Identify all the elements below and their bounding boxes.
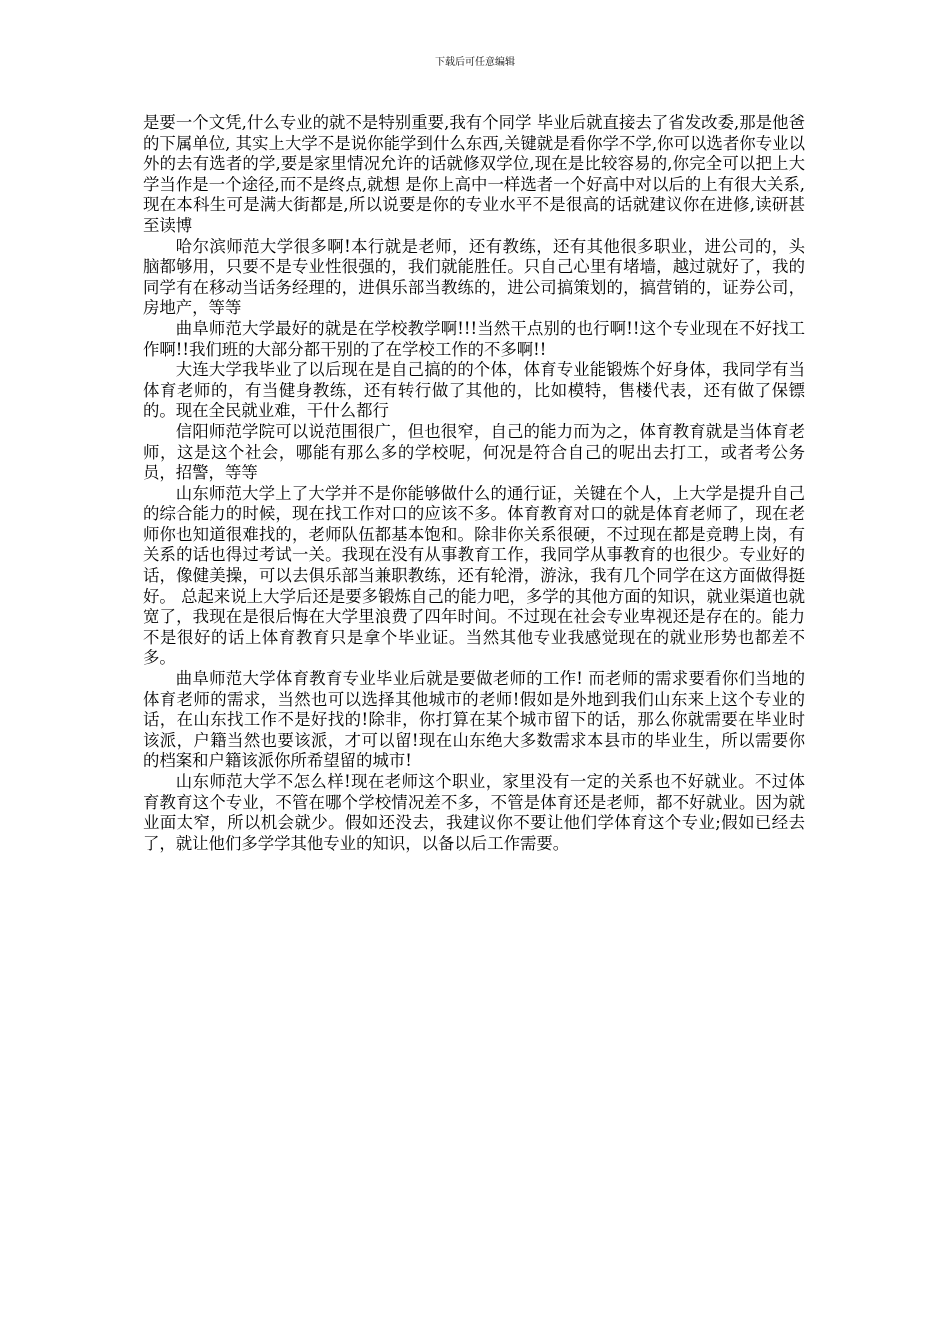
- paragraph: 是要一个文凭,什么专业的就不是特别重要,我有个同学 毕业后就直接去了省发改委,那是他爸的下属单位, 其实上大学不是说你能学到什么东西,关键就是看你学不学,你可以选者你专业以外的去有选者的学,要是家里情况允许的话就修双学位,现在是比较容易的,你完全可以把上大学当作是一个途径,而不是终点,就想 是你上高中一样选者一个好高中对以后的上有很大关系,现在本科生可是满大街都是,所以说要是你的专业水平不是很高的话就建议你在进修,读研甚至读博: [143, 113, 805, 235]
- paragraph: 山东师范大学上了大学并不是你能够做什么的通行证，关键在个人，上大学是提升自己的综合能力的时候，现在找工作对口的应该不多。体育教育对口的就是体育老师了，现在老师你也知道很难找的，老师队伍都基本饱和。除非你关系很硬，不过现在都是竞聘上岗，有关系的话也得过考试一关。我现在没有从事教育工作，我同学从事教育的也很少。专业好的话，像健美操，可以去俱乐部当兼职教练，还有轮滑，游泳，我有几个同学在这方面做得挺好。 总起来说上大学后还是要多锻炼自己的能力吧，多学的其他方面的知识，就业渠道也就宽了，我现在是很后悔在大学里浪费了四年时间。不过现在社会专业卑视还是存在的。能力不是很好的话上体育教育只是拿个毕业证。当然其他专业我感觉现在的就业形势也都差不多。: [143, 483, 805, 668]
- paragraph: 大连大学我毕业了以后现在是自己搞的的个体，体育专业能锻炼个好身体，我同学有当体育老师的，有当健身教练，还有转行做了其他的，比如模特，售楼代表，还有做了保镖的。现在全民就业难，干什么都行: [143, 360, 805, 421]
- paragraph: 曲阜师范大学体育教育专业毕业后就是要做老师的工作! 而老师的需求要看你们当地的体育老师的需求，当然也可以选择其他城市的老师!假如是外地到我们山东来上这个专业的话，在山东找工作不是好找的!除非，你打算在某个城市留下的话，那么你就需要在毕业时该派，户籍当然也要该派，才可以留!现在山东绝大多数需求本县市的毕业生，所以需要你的档案和户籍该派你所希望留的城市!: [143, 669, 805, 771]
- paragraph: 信阳师范学院可以说范围很广，但也很窄，自己的能力而为之，体育教育就是当体育老师，这是这个社会，哪能有那么多的学校呢，何况是符合自己的呢出去打工，或者考公务员，招警，等等: [143, 421, 805, 483]
- article-body: [143, 113, 805, 854]
- paragraph: 曲阜师范大学最好的就是在学校教学啊!!!当然干点别的也行啊!!这个专业现在不好找工作啊!!我们班的大部分都干别的了在学校工作的不多啊!!: [143, 318, 805, 359]
- page-header: 下载后可任意编辑: [435, 57, 515, 68]
- paragraph: 山东师范大学不怎么样!现在老师这个职业，家里没有一定的关系也不好就业。不过体育教育这个专业，不管在哪个学校情况差不多，不管是体育还是老师，都不好就业。因为就业面太窄，所以机会就少。假如还没去，我建议你不要让他们学体育这个专业;假如已经去了，就让他们多学学其他专业的知识，以备以后工作需要。: [143, 772, 805, 853]
- paragraph: 哈尔滨师范大学很多啊!本行就是老师，还有教练，还有其他很多职业，进公司的，头脑都够用，只要不是专业性很强的，我们就能胜任。只自己心里有堵墙，越过就好了，我的同学有在移动当话务经理的，进俱乐部当教练的，进公司搞策划的，搞营销的，证券公司，房地产，等等: [143, 236, 805, 318]
